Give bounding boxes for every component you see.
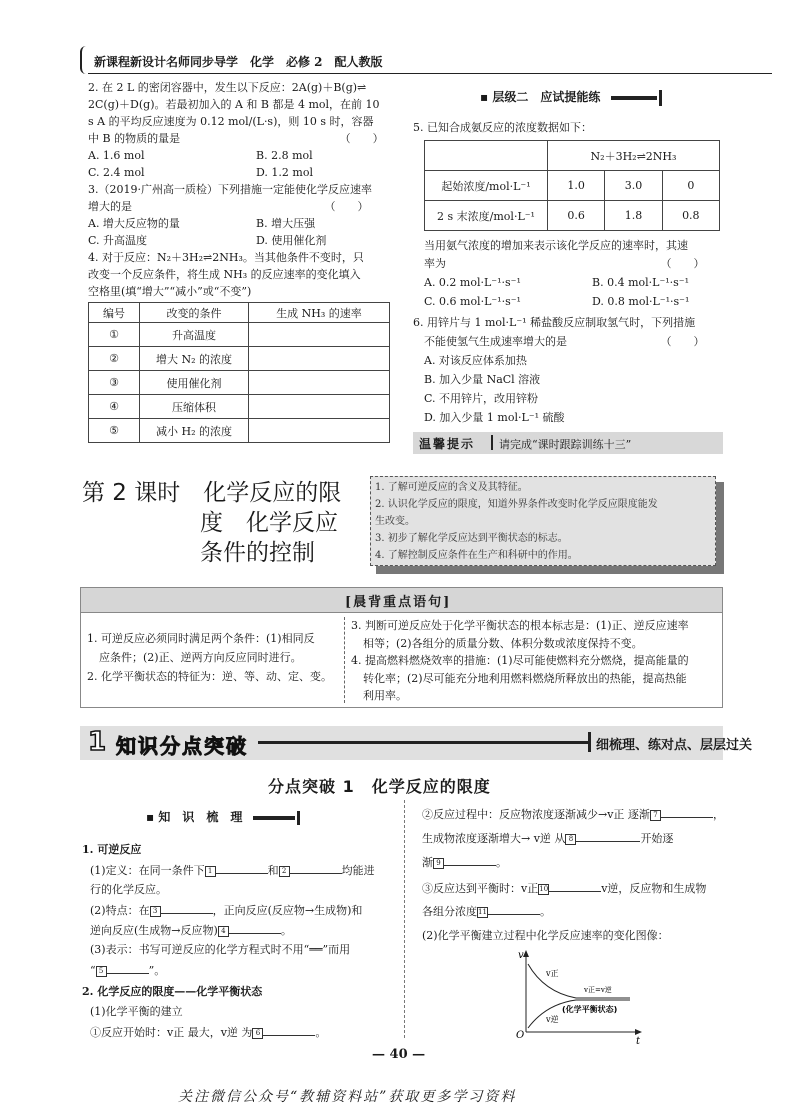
lesson-title-line3: 条件的控制 xyxy=(200,540,315,566)
text: ”。 xyxy=(148,964,166,977)
graph-intro: (2)化学平衡建立过程中化学反应速率的变化图像： xyxy=(422,929,669,942)
banner-title: 知识分点突破 xyxy=(116,734,248,758)
blank-3[interactable] xyxy=(161,902,213,914)
objective-item: 3. 初步了解化学反应达到平衡状态的标志。 xyxy=(375,533,568,544)
q3-option-c[interactable]: C. 升高温度 xyxy=(88,234,148,247)
blank-5[interactable] xyxy=(107,962,149,974)
q3-line1: 3.（2019·广州高一质检）下列措施一定能使化学反应速率 xyxy=(88,183,372,196)
q2-option-b[interactable]: B. 2.8 mol xyxy=(256,149,313,162)
q5-intro: 5. 已知合成氨反应的浓度数据如下： xyxy=(413,121,592,134)
q4-line3: 空格里(填“增大”“减小”或“不变”) xyxy=(88,285,252,298)
x-axis-label: t xyxy=(636,1036,641,1047)
q4-header-rate: 生成 NH₃ 的速率 xyxy=(249,303,390,323)
header-bracket xyxy=(80,46,90,74)
q5-option-c[interactable]: C. 0.6 mol·L⁻¹·s⁻¹ xyxy=(424,295,521,308)
text: “ xyxy=(90,964,96,977)
footer-note: 关注微信公众号“教辅资料站”获取更多学习资料 xyxy=(178,1089,517,1105)
q2-line2: 2C(g)＋D(g)。若最初加入的 A 和 B 都是 4 mol，在前 10 xyxy=(88,98,380,111)
level-title-end xyxy=(659,90,662,106)
key-points-title xyxy=(345,591,451,610)
banner-number: 1 xyxy=(88,727,107,757)
key-point: 利用率。 xyxy=(363,689,407,702)
level-title-block xyxy=(480,88,662,106)
tip-divider xyxy=(491,435,493,450)
q4-cell: 增大 N₂ 的浓度 xyxy=(140,347,249,371)
q4-answer-cell[interactable] xyxy=(249,371,390,395)
bracket-open: [ xyxy=(345,595,354,610)
lesson-title xyxy=(82,478,341,568)
subsection-title: 分点突破 1 化学反应的限度 xyxy=(268,777,491,796)
key-points-body xyxy=(80,613,723,708)
q4-header-no: 编号 xyxy=(89,303,140,323)
q5-option-a[interactable]: A. 0.2 mol·L⁻¹·s⁻¹ xyxy=(424,276,521,289)
feature-line xyxy=(90,902,362,919)
blank-2[interactable] xyxy=(290,862,342,874)
q4-answer-cell[interactable] xyxy=(249,323,390,347)
equal-rate-label: v正=v逆 xyxy=(584,986,612,994)
objective-item: 生改变。 xyxy=(375,516,415,527)
q4-answer-cell[interactable] xyxy=(249,419,390,443)
q5-reaction: N₂＋3H₂⇌2NH₃ xyxy=(548,141,720,171)
equilibrium-line xyxy=(422,880,706,897)
objective-item: 2. 认识化学反应的限度，知道外界条件改变时化学反应限度能发 xyxy=(375,499,658,510)
key-point: 转化率；(2)尽可能充分地利用燃料燃烧所释放出的热能，提高热能 xyxy=(363,671,687,685)
tip-label: 温馨提示 xyxy=(419,437,476,451)
q2-option-d[interactable]: D. 1.2 mol xyxy=(256,166,313,179)
process-line xyxy=(422,806,724,823)
blank-number: 7 xyxy=(650,810,661,821)
q3-option-a[interactable]: A. 增大反应物的量 xyxy=(88,217,180,230)
q4-cell: ④ xyxy=(89,395,140,419)
q4-cell: ② xyxy=(89,347,140,371)
q4-line2: 改变一个反应条件，将生成 NH₃ 的反应速率的变化填入 xyxy=(88,268,361,281)
key-point: 应条件；(2)正、逆两方向反应同时进行。 xyxy=(99,651,302,664)
blank-10[interactable] xyxy=(549,880,601,892)
blank-9[interactable] xyxy=(444,854,496,866)
q4-cell: ① xyxy=(89,323,140,347)
text: ，正向反应(反应物→生成物)和 xyxy=(212,904,363,917)
key-point: 4. 提高燃料燃烧效率的措施：(1)尽可能使燃料充分燃烧，提高能量的 xyxy=(351,654,689,667)
text: ①反应开始时：v正 最大，v逆 为 xyxy=(90,1026,253,1039)
x-axis-arrow xyxy=(635,1029,642,1035)
key-point: 1. 可逆反应必须同时满足两个条件：(1)相同反 xyxy=(87,632,315,645)
text: 均能进 xyxy=(341,864,375,877)
key-points-title-text: 晨背重点语句 xyxy=(353,595,444,610)
key-points-right xyxy=(351,617,689,705)
q5-table xyxy=(424,140,720,231)
start-line xyxy=(90,1024,326,1041)
blank-4[interactable] xyxy=(229,922,281,934)
level-title: 层级二 应试提能练 xyxy=(492,90,601,104)
blank-number: 8 xyxy=(565,834,576,845)
text: 。 xyxy=(280,924,292,937)
q2-line3: s A 的平均反应速度为 0.12 mol/(L·s)，则 10 s 时，容器 xyxy=(88,115,374,128)
q3-line2: 增大的是 （ ） xyxy=(88,200,369,213)
y-axis-arrow xyxy=(523,950,529,957)
text: 开始逐 xyxy=(640,832,674,845)
q3-option-b[interactable]: B. 增大压强 xyxy=(256,217,316,230)
blank-number: 10 xyxy=(539,884,549,893)
objectives-box xyxy=(370,476,716,566)
objective-item: 4. 了解控制反应条件在生产和科研中的作用。 xyxy=(375,550,578,561)
text: 生成物浓度逐渐增大→ v逆 从 xyxy=(422,832,566,845)
q2-option-a[interactable]: A. 1.6 mol xyxy=(88,149,145,162)
q5-line1: 当用氨气浓度的增加来表示该化学反应的速率时，其速 xyxy=(424,239,688,252)
definition-line2: 行的化学反应。 xyxy=(90,883,167,896)
definition-line xyxy=(90,862,375,879)
feature-line2 xyxy=(90,922,292,939)
objective-item: 1. 了解可逆反应的含义及其特征。 xyxy=(375,482,528,493)
blank-number: 1 xyxy=(205,866,216,877)
q4-cell: 使用催化剂 xyxy=(140,371,249,395)
blank-11[interactable] xyxy=(488,903,540,915)
header-rule xyxy=(88,73,772,74)
text: ③反应达到平衡时：v正 xyxy=(422,882,539,895)
q2-line4: 中 B 的物质的量是 （ ） xyxy=(88,132,384,145)
q6-line2: 不能使氢气生成速率增大的是 （ ） xyxy=(424,335,705,348)
q5-cell: 1.0 xyxy=(548,171,605,201)
header-title: 新课程新设计名师同步导学 化学 必修 2 配人教版 xyxy=(94,55,383,69)
banner-end-mark xyxy=(588,732,591,752)
knowledge-title: 知 识 梳 理 xyxy=(158,810,243,824)
q4-cell: ⑤ xyxy=(89,419,140,443)
blank-number: 9 xyxy=(433,858,444,869)
notation-line2 xyxy=(90,962,165,979)
q6-option-b[interactable]: B. 加入少量 NaCl 溶液 xyxy=(424,373,541,386)
q2-line1: 2. 在 2 L 的密闭容器中，发生以下反应：2A(g)＋B(g)⇌ xyxy=(88,81,367,94)
q5-line2: 率为 （ ） xyxy=(424,257,705,270)
key-points-left xyxy=(87,629,332,686)
q4-cell: ③ xyxy=(89,371,140,395)
q5-cell: 0.8 xyxy=(662,201,719,231)
text: ②反应过程中：反应物浓度逐渐减少→v正 逐渐 xyxy=(422,808,650,821)
banner-subtitle: 细梳理、练对点、层层过关 xyxy=(596,738,753,753)
q5-row-label: 起始浓度/mol·L⁻¹ xyxy=(425,171,548,201)
section-banner xyxy=(80,726,753,760)
q5-option-b[interactable]: B. 0.4 mol·L⁻¹·s⁻¹ xyxy=(592,276,690,289)
q5-option-d[interactable]: D. 0.8 mol·L⁻¹·s⁻¹ xyxy=(592,295,690,308)
q5-corner xyxy=(425,141,548,171)
column-divider xyxy=(404,800,405,1038)
equilibrium-setup: (1)化学平衡的建立 xyxy=(90,1005,183,1018)
text: 和 xyxy=(267,864,279,877)
text: 。 xyxy=(496,856,507,869)
q4-header-condition: 改变的条件 xyxy=(140,303,249,323)
text: 。 xyxy=(315,1026,327,1039)
blank-1[interactable] xyxy=(216,862,268,874)
rate-graph xyxy=(506,948,646,1047)
reversible-heading: 1. 可逆反应 xyxy=(82,843,142,856)
page-number: — 40 — xyxy=(372,1047,426,1062)
knowledge-bar xyxy=(253,816,295,820)
text: (1)定义：在同一条件下 xyxy=(90,864,205,877)
blank-number: 3 xyxy=(150,906,161,917)
knowledge-icon: ▪ xyxy=(146,810,155,824)
state-label: (化学平衡状态) xyxy=(562,1005,618,1014)
knowledge-title-block xyxy=(146,808,300,825)
key-point: 3. 判断可逆反应处于化学平衡状态的根本标志是：(1)正、逆反应速率 xyxy=(351,619,689,632)
lesson-title-line1: 第 2 课时 化学反应的限 xyxy=(82,480,342,506)
q5-row-label: 2 s 末浓度/mol·L⁻¹ xyxy=(425,201,548,231)
q4-line1: 4. 对于反应：N₂＋3H₂⇌2NH₃。当其他条件不变时，只 xyxy=(88,251,364,264)
key-point: 2. 化学平衡状态的特征为：逆、等、动、定、变。 xyxy=(87,670,332,683)
forward-rate-curve xyxy=(528,964,630,998)
text: 。 xyxy=(540,905,551,918)
q5-cell: 1.8 xyxy=(605,201,662,231)
blank-number: 2 xyxy=(279,866,290,877)
blank-8[interactable] xyxy=(576,830,640,842)
level-title-icon: ▪ xyxy=(480,90,489,104)
notation-line: (3)表示：书写可逆反应的化学方程式时不用“══”而用 xyxy=(90,943,351,956)
q6-line1: 6. 用锌片与 1 mol·L⁻¹ 稀盐酸反应制取氢气时，下列措施 xyxy=(413,316,696,329)
text: (2)特点：在 xyxy=(90,904,150,917)
limit-heading: 2. 化学反应的限度——化学平衡状态 xyxy=(82,985,263,998)
text: v逆，反应物和生成物 xyxy=(601,882,707,895)
v-forward-label: v正 xyxy=(546,969,559,978)
y-axis-label: v xyxy=(518,950,524,961)
tip-text[interactable]: 请完成“课时跟踪训练十三” xyxy=(499,438,632,451)
q3-option-d[interactable]: D. 使用催化剂 xyxy=(256,234,327,247)
level-title-bar xyxy=(611,96,657,100)
blank-7[interactable] xyxy=(661,806,713,818)
key-points-divider xyxy=(344,617,345,703)
q2-option-c[interactable]: C. 2.4 mol xyxy=(88,166,145,179)
blank-6[interactable] xyxy=(263,1024,315,1036)
blank-number: 6 xyxy=(252,1028,263,1039)
q4-cell: 升高温度 xyxy=(140,323,249,347)
process-line3 xyxy=(422,854,507,871)
blank-number: 5 xyxy=(96,966,107,977)
q4-answer-cell[interactable] xyxy=(249,395,390,419)
q4-cell: 压缩体积 xyxy=(140,395,249,419)
key-point: 相等；(2)各组分的质量分数、体积分数或浓度保持不变。 xyxy=(363,636,643,650)
blank-number: 4 xyxy=(218,926,229,937)
q6-option-c[interactable]: C. 不用锌片，改用锌粉 xyxy=(424,392,539,405)
origin-label: O xyxy=(516,1030,525,1041)
text: 渐 xyxy=(422,856,433,869)
bracket-close: ] xyxy=(443,595,452,610)
process-line2 xyxy=(422,830,673,847)
q4-cell: 减小 H₂ 的浓度 xyxy=(140,419,249,443)
blank-number: 11 xyxy=(478,907,487,916)
equilibrium-line2 xyxy=(422,903,551,920)
banner-line xyxy=(258,741,588,744)
lesson-title-line2: 度 化学反应 xyxy=(200,510,338,536)
key-points-header xyxy=(80,587,723,613)
text: 各组分浓度 xyxy=(422,905,477,918)
knowledge-end xyxy=(297,811,300,825)
text: ， xyxy=(712,808,724,821)
q5-cell: 0.6 xyxy=(548,201,605,231)
text: 逆向反应(生成物→反应物) xyxy=(90,924,218,937)
q5-cell: 3.0 xyxy=(605,171,662,201)
q6-option-a[interactable]: A. 对该反应体系加热 xyxy=(424,354,527,367)
q4-table xyxy=(88,302,390,443)
v-reverse-label: v逆 xyxy=(546,1015,559,1024)
q6-option-d[interactable]: D. 加入少量 1 mol·L⁻¹ 硫酸 xyxy=(424,411,565,424)
q5-cell: 0 xyxy=(662,171,719,201)
tip-box xyxy=(413,432,723,454)
q4-answer-cell[interactable] xyxy=(249,347,390,371)
